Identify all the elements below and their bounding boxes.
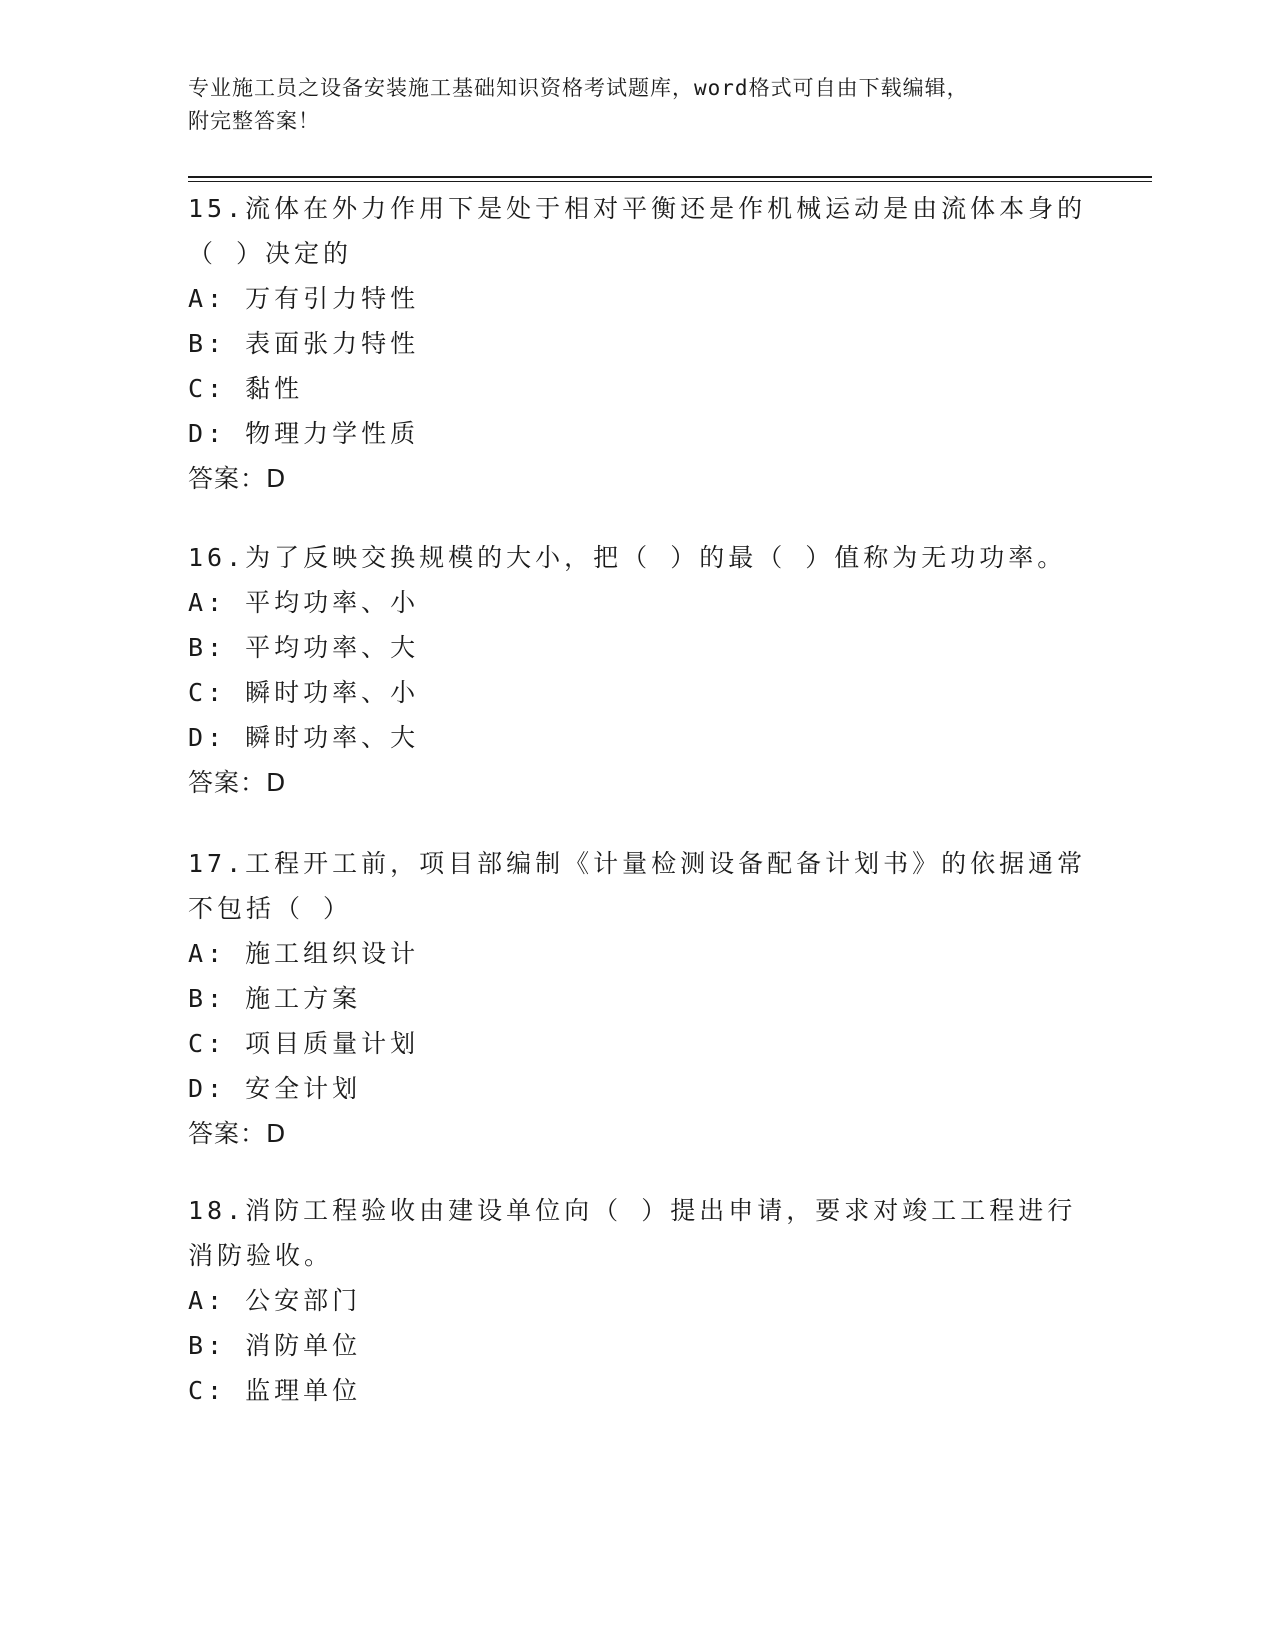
option-a: A: 万有引力特性 — [188, 284, 420, 313]
option-c: C: 黏性 — [188, 374, 304, 403]
header-divider-thick — [188, 176, 1152, 178]
question-stem: 17.工程开工前，项目部编制《计量检测设备配备计划书》的依据通常不包括（ ） — [188, 849, 1087, 923]
option-d: D: 物理力学性质 — [188, 419, 420, 448]
option-c: C: 项目质量计划 — [188, 1029, 420, 1058]
option-b: B: 施工方案 — [188, 984, 362, 1013]
option-a: A: 平均功率、小 — [188, 588, 420, 617]
question-stem: 18.消防工程验收由建设单位向（ ）提出申请，要求对竣工工程进行消防验收。 — [188, 1196, 1077, 1270]
header-line-1: 专业施工员之设备安装施工基础知识资格考试题库，word格式可自由下载编辑， — [188, 76, 969, 100]
answer: 答案：D — [188, 464, 287, 493]
answer: 答案：D — [188, 1119, 287, 1148]
question-17 — [188, 841, 1088, 1156]
question-stem: 16.为了反映交换规模的大小，把（ ）的最（ ）值称为无功功率。 — [188, 543, 1067, 572]
option-d: D: 安全计划 — [188, 1074, 362, 1103]
document-header — [188, 72, 1068, 138]
question-18 — [188, 1188, 1088, 1413]
option-a: A: 施工组织设计 — [188, 939, 420, 968]
header-line-2: 附完整答案！ — [188, 109, 320, 133]
option-b: B: 表面张力特性 — [188, 329, 420, 358]
question-stem: 15.流体在外力作用下是处于相对平衡还是作机械运动是由流体本身的（ ）决定的 — [188, 194, 1087, 268]
option-a: A: 公安部门 — [188, 1286, 362, 1315]
option-d: D: 瞬时功率、大 — [188, 723, 420, 752]
answer: 答案：D — [188, 768, 287, 797]
question-16 — [188, 535, 1088, 805]
option-c: C: 瞬时功率、小 — [188, 678, 420, 707]
question-15 — [188, 186, 1088, 501]
header-divider-thin — [188, 181, 1152, 182]
option-b: B: 平均功率、大 — [188, 633, 420, 662]
option-c: C: 监理单位 — [188, 1376, 362, 1405]
option-b: B: 消防单位 — [188, 1331, 362, 1360]
